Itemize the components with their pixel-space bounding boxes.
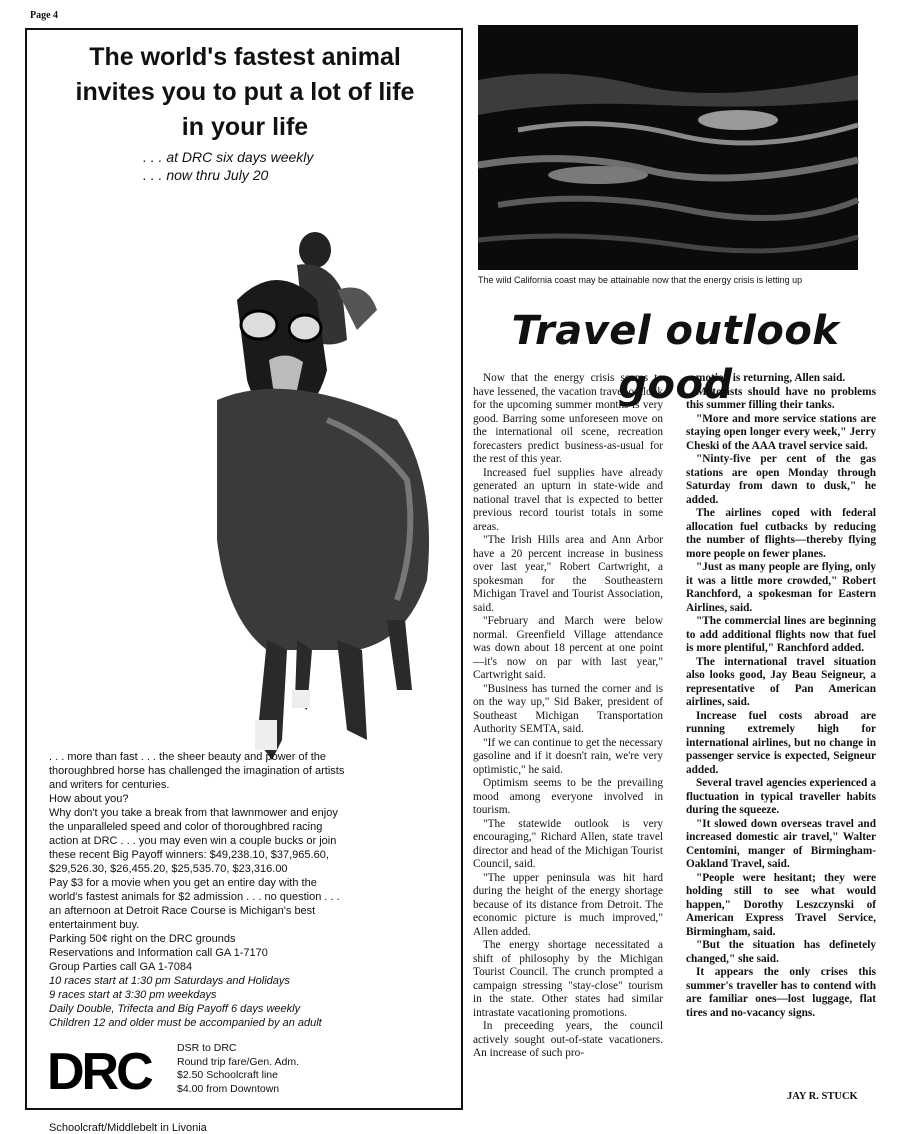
- article-paragraph: Optimism seems to be the prevailing mood among everyone involved in tourism.: [473, 777, 663, 816]
- ad-sub-line: . . . at DRC six days weekly: [143, 149, 314, 165]
- article-paragraph: Increased fuel supplies have already generated an upturn in state-wide and national travel that is expected to better previous record tourist totals in some areas.: [473, 466, 663, 533]
- article-paragraph: The airlines coped with federal allocation fuel cutbacks by reducing the number of flights—thereby flying more people on fewer planes.: [686, 507, 876, 560]
- drc-footer: [47, 1042, 457, 1106]
- article-paragraph: "Ninty-five per cent of the gas stations are open Monday through Saturday from dawn to dusk," he added.: [686, 453, 876, 506]
- article-paragraph: "The Irish Hills area and Ann Arbor have a 20 percent increase in business over last year," Robert Cartwright, a spokesman for the Southeastern Michigan Travel and Tourist Association, said.: [473, 534, 663, 614]
- article-column-2: [686, 372, 876, 1020]
- ad-sub-line: . . . now thru July 20: [143, 167, 269, 183]
- page-number: Page 4: [30, 10, 59, 21]
- drc-info-line: $2.50 Schoolcraft line: [177, 1069, 278, 1081]
- ad-subheadline: [143, 148, 313, 184]
- racehorse-jockey-photo: [177, 220, 467, 780]
- article-column-1: [473, 372, 663, 1061]
- drc-location: Schoolcraft/Middlebelt in Livonia: [49, 1122, 207, 1134]
- article-paragraph: "The upper peninsula was hit hard during the height of the energy shortage because of its distance from Detroit. The economic picture is much improved," Allen added.: [473, 871, 663, 938]
- ad-body-paragraph: How about you?: [49, 793, 129, 805]
- article-paragraph: "The commercial lines are beginning to add additional flights now that fuel is more plentiful," Ranchford added.: [686, 615, 876, 654]
- drc-info-line: $4.00 from Downtown: [177, 1082, 280, 1095]
- article-paragraph: Motorists should have no problems this summer filling their tanks.: [686, 385, 876, 411]
- photo-caption: The wild California coast may be attainable now that the energy crisis is letting up: [478, 275, 803, 285]
- article-byline: JAY R. STUCK: [787, 1091, 858, 1102]
- ad-body-paragraph: Why don't you take a break from that lawnmower and enjoy the unparalleled speed and color of thoroughbred racing action at DRC . . . you may even win a couple bucks or join these recent Big Payoff winners: $49,238.10, $37,965.60, $29,526.30, $26,455.20, $25,535.70, $23,316.00: [49, 807, 338, 875]
- article-paragraph: "It slowed down overseas travel and increased domestic air travel," Walter Centomini, manger of Birmingham-Oakland Travel, said.: [686, 817, 876, 870]
- article-paragraph: Now that the energy crisis seems to have lessened, the vacation travel outlook for the upcoming summer months is very good. Barring some unforeseen move on the international oil scene, recreation forecasters predict business-as-usual for the rest of this year.: [473, 372, 663, 465]
- drc-bus-info: [177, 1042, 299, 1096]
- california-coast-photo: [478, 25, 858, 270]
- article-paragraph: The international travel situation also looks good, Jay Beau Seigneur, a representative of Pan American airlines, said.: [686, 655, 876, 708]
- article-paragraph: "If we can continue to get the necessary gasoline and if it doesn't rain, we're very optimistic," he said.: [473, 736, 663, 776]
- article-headline: Travel outlook good: [511, 308, 840, 408]
- ad-schedule-line: Daily Double, Trifecta and Big Payoff 6 days weekly: [49, 1003, 301, 1015]
- article-paragraph: "The statewide outlook is very encouraging," Richard Allen, state travel director and head of the Michigan Tourist Council, said.: [473, 817, 663, 870]
- article-paragraph: "Just as many people are flying, only it was a little more crowded," Robert Ranchford, a spokesman for Eastern Airlines, said.: [686, 561, 876, 614]
- drc-advertisement: [25, 28, 463, 1134]
- drc-info-line: DSR to DRC: [177, 1042, 237, 1054]
- article-paragraph: "People were hesitant; they were holding still to see what would happen," Dorothy Leszczynski of American Express Travel Service, Birmingham, said.: [686, 871, 876, 938]
- article-paragraph: In preceeding years, the council actively sought out-of-state vacationers. An increase of such pro-: [473, 1020, 663, 1059]
- ad-body-paragraph: Pay $3 for a movie when you get an entire day with the world's fastest animals for $2 admission . . . no question . . . an afternoon at Detroit Race Course is Michigan's best entertainment buy.: [49, 877, 340, 931]
- ad-body-paragraph: Reservations and Information call GA 1-7170: [49, 947, 268, 959]
- ad-schedule-line: 10 races start at 1:30 pm Saturdays and Holidays: [49, 975, 290, 987]
- drc-logo: DRC: [47, 1043, 151, 1101]
- article-paragraph: motion is returning, Allen said.: [696, 372, 846, 384]
- article-paragraph: "But the situation has definetely changed," she said.: [686, 939, 876, 965]
- ad-headline-line: The world's fastest animal: [89, 43, 401, 71]
- ad-headline: [33, 40, 457, 145]
- article-paragraph: "More and more service stations are staying open longer every week," Jerry Cheski of the AAA travel service said.: [686, 412, 876, 452]
- article-paragraph: The energy shortage necessitated a shift of philosophy by the Michigan Tourist Council. The crunch prompted a campaign stressing "stay-close" tourism in the state. Other states had similar intrastate vacationing promotions.: [473, 939, 663, 1019]
- article-paragraph: "February and March were below normal. Greenfield Village attendance was down about 18 percent at one point—it's now on par with last year," Cartwright said.: [473, 615, 663, 681]
- article-paragraph: "Business has turned the corner and is on the way up," Sid Baker, president of Southeast Michigan Transportation Authority SEMTA, said.: [473, 682, 663, 735]
- ad-body-paragraph: Parking 50¢ right on the DRC grounds: [49, 933, 236, 945]
- ad-headline-line: in your life: [181, 113, 309, 141]
- ad-body-copy: [49, 750, 349, 1030]
- article-paragraph: Increase fuel costs abroad are running extremely high for international airlines, but no change in passenger service is expected, Seigneur added.: [686, 709, 876, 776]
- article-paragraph: It appears the only crises this summer's traveller has to contend with are familiar ones—lost luggage, flat tires and no-vacancy signs.: [686, 966, 876, 1019]
- drc-info-line: Round trip fare/Gen. Adm.: [177, 1055, 299, 1068]
- article-paragraph: Several travel agencies experienced a fluctuation in typical traveller habits during the squeeze.: [686, 777, 876, 816]
- ad-body-paragraph: . . . more than fast . . . the sheer beauty and power of the thoroughbred horse has challenged the imagination of artists and writers for centuries.: [49, 751, 345, 791]
- ad-headline-line: invites you to put a lot of life: [75, 78, 415, 106]
- ad-schedule-line: Children 12 and older must be accompanied by an adult: [49, 1017, 322, 1029]
- ad-body-paragraph: Group Parties call GA 1-7084: [49, 961, 193, 973]
- ad-schedule-line: 9 races start at 3:30 pm weekdays: [49, 989, 217, 1001]
